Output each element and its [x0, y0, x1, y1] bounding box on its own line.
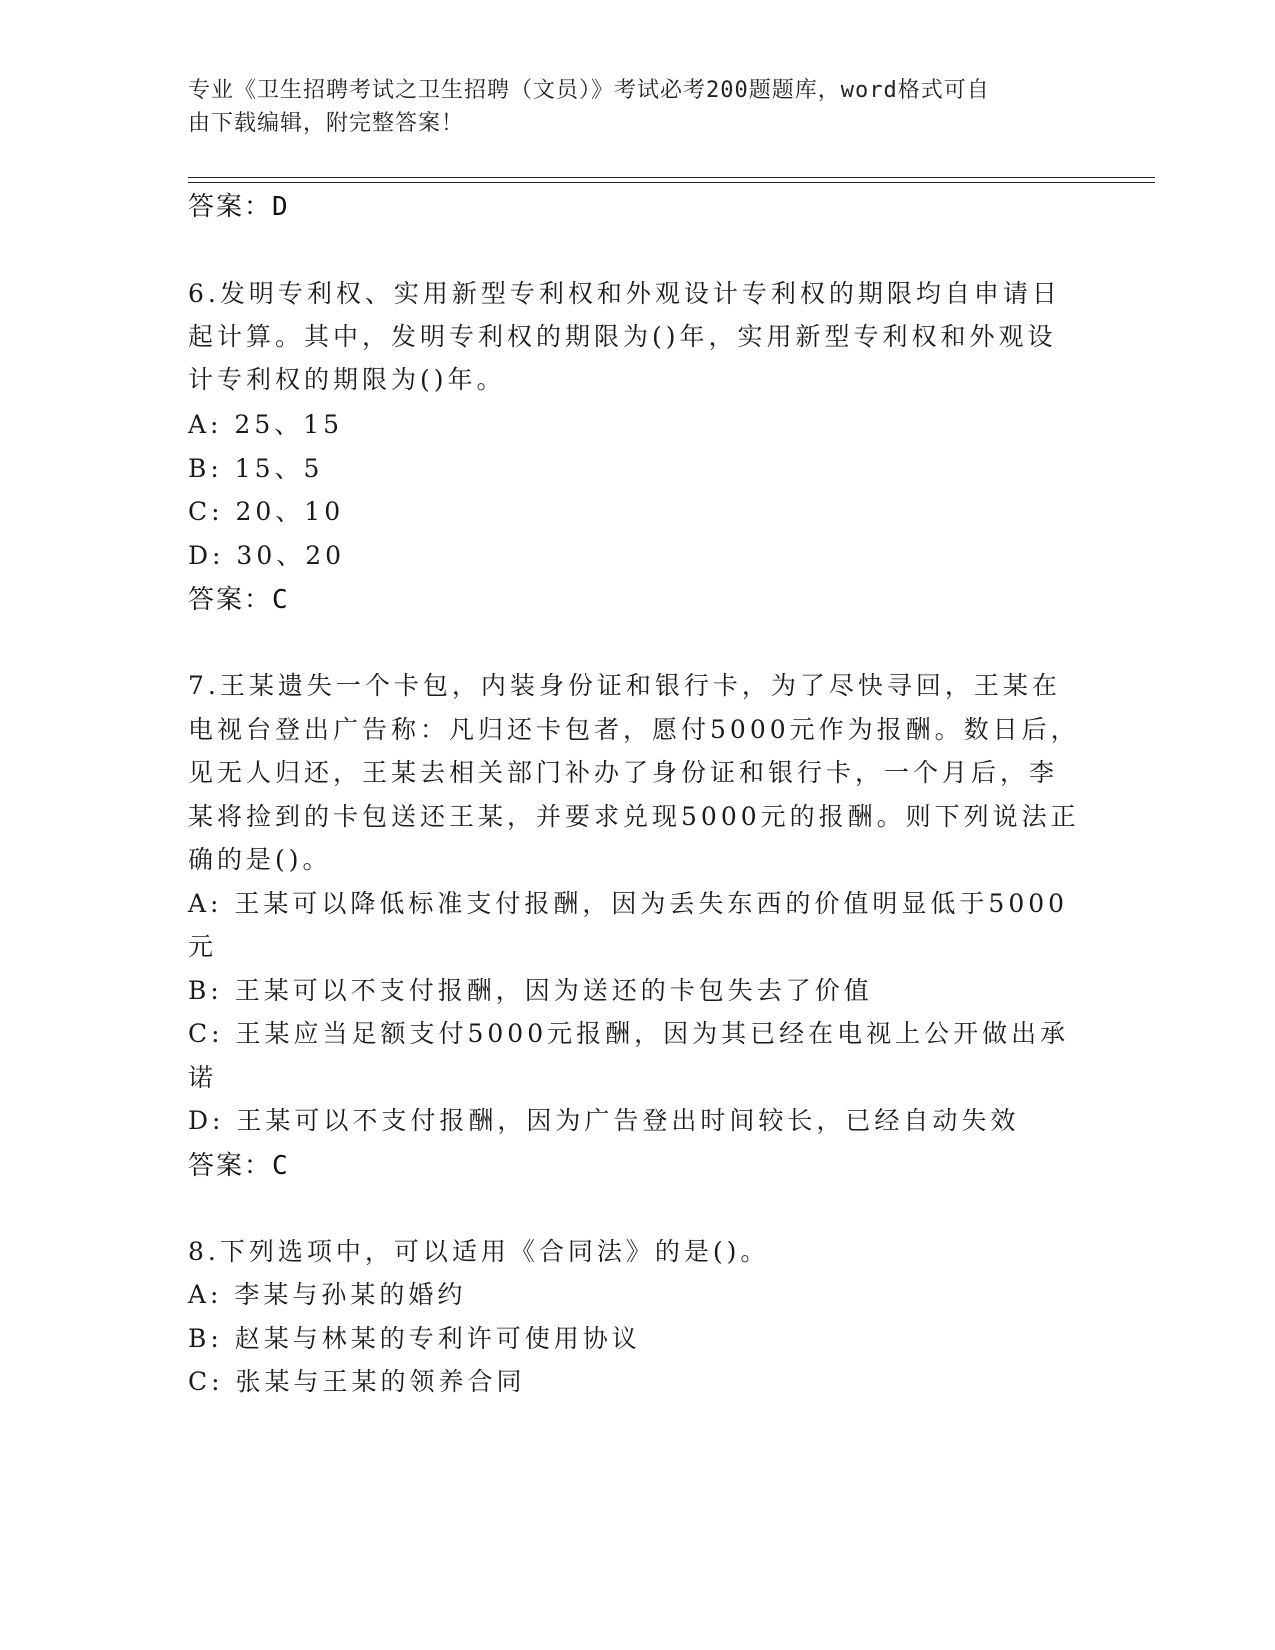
- answer-previous: 答案：D: [188, 192, 290, 222]
- header-line-2: 由下载编辑，附完整答案！: [188, 111, 465, 136]
- q7-option-c: C: 王某应当足额支付5000元报酬，因为其已经在电视上公开做出承: [188, 1019, 1070, 1048]
- q6-option-d: D: 30、20: [188, 541, 346, 570]
- q7-text-line-5: 确的是()。: [188, 845, 332, 874]
- q7-option-a: A: 王某可以降低标准支付报酬，因为丢失东西的价值明显低于5000: [188, 889, 1069, 918]
- q7-text-line-1: 7.王某遗失一个卡包，内装身份证和银行卡，为了尽快寻回，王某在: [188, 671, 1061, 700]
- q7-answer: 答案：C: [188, 1151, 290, 1181]
- q7-text-line-2: 电视台登出广告称：凡归还卡包者，愿付5000元作为报酬。数日后，: [188, 715, 1080, 744]
- header-divider-top: [188, 177, 1155, 178]
- q6-answer: 答案：C: [188, 585, 290, 615]
- q7-option-c-cont: 诺: [188, 1063, 218, 1092]
- q6-text-line-1: 6.发明专利权、实用新型专利权和外观设计专利权的期限均自申请日: [188, 279, 1061, 308]
- q8-option-a: A: 李某与孙某的婚约: [188, 1280, 467, 1309]
- q7-option-a-cont: 元: [188, 932, 218, 961]
- q7-text-line-3: 见无人归还，王某去相关部门补办了身份证和银行卡，一个月后，李: [188, 758, 1059, 787]
- q6-option-a: A: 25、15: [188, 410, 344, 439]
- q6-option-c: C: 20、10: [188, 497, 345, 526]
- q8-option-c: C: 张某与王某的领养合同: [188, 1367, 526, 1396]
- q8-option-b: B: 赵某与林某的专利许可使用协议: [188, 1324, 641, 1353]
- q6-text-line-2: 起计算。其中，发明专利权的期限为()年，实用新型专利权和外观设: [188, 322, 1057, 351]
- q6-option-b: B: 15、5: [188, 454, 324, 483]
- document-header: [188, 74, 1068, 140]
- q7-option-b: B: 王某可以不支付报酬，因为送还的卡包失去了价值: [188, 976, 873, 1005]
- header-line-1: 专业《卫生招聘考试之卫生招聘（文员）》考试必考200题题库，word格式可自: [188, 78, 990, 103]
- header-divider-bottom: [188, 182, 1155, 183]
- q6-text-line-3: 计专利权的期限为()年。: [188, 365, 506, 394]
- q7-option-d: D: 王某可以不支付报酬，因为广告登出时间较长，已经自动失效: [188, 1106, 1020, 1135]
- q8-text-line-1: 8.下列选项中，可以适用《合同法》的是()。: [188, 1237, 770, 1266]
- q7-text-line-4: 某将捡到的卡包送还王某，并要求兑现5000元的报酬。则下列说法正: [188, 802, 1080, 831]
